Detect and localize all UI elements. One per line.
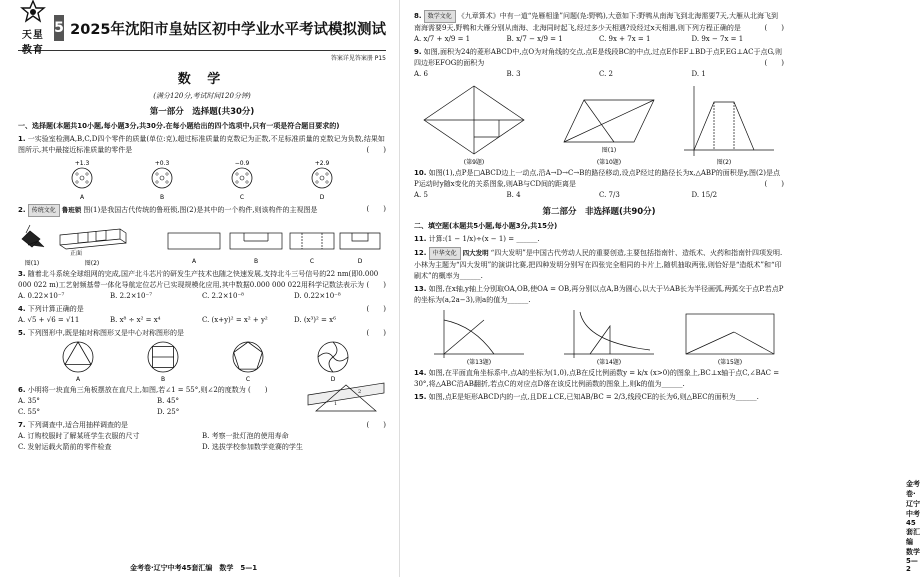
option-c: C. 2.2×10⁻⁸ <box>202 292 244 300</box>
svg-text:(第14题): (第14题) <box>596 359 622 366</box>
svg-text:B: B <box>160 376 166 383</box>
question-2: 2. 传统文化 鲁班锁 图(1)是我国古代传统的鲁班锁,图(2)是其中的一个构件,则该构件的主视图是 ( ) <box>18 204 386 217</box>
category-tag: 传统文化 <box>28 204 60 217</box>
q2-figure <box>18 219 386 267</box>
svg-text:B: B <box>159 194 165 201</box>
svg-text:+0.3: +0.3 <box>154 160 170 167</box>
q10-options <box>414 190 784 201</box>
svg-text:−0.9: −0.9 <box>234 160 250 167</box>
svg-text:A: A <box>191 258 197 265</box>
q13-15-figures <box>414 306 784 366</box>
option-a: A. √5 + √6 = √11 <box>18 316 80 324</box>
option-d: D. 1 <box>691 70 706 78</box>
svg-text:D: D <box>330 376 336 383</box>
exam-number-badge: 5 <box>54 15 64 41</box>
option-c: C. 2 <box>599 70 614 78</box>
q1-figure <box>18 158 386 202</box>
part-one-heading: 第一部分 选择题(共30分) <box>149 107 255 117</box>
option-c: C. 9x + 7x = 1 <box>599 35 651 43</box>
question-14: 14. 如图,在平面直角坐标系中,点A的坐标为(1,0),点B在反比例函数y = k/x (x>0)的图象上,BC⊥x轴于点C,∠BAC = 30°,将△ABC沿AB翻折,若点C的对应点D落在该反比例函数的图象上,则k的值为______. <box>414 369 780 388</box>
option-c: C. 7/3 <box>599 191 620 199</box>
option-b: B. 4 <box>506 191 521 199</box>
option-d: D. 9x − 7x = 1 <box>691 35 744 43</box>
brand-logo <box>18 0 48 56</box>
svg-text:(第13题): (第13题) <box>466 359 492 366</box>
svg-text:(第15题): (第15题) <box>717 359 743 366</box>
symmetry-figures <box>18 339 384 383</box>
option-a: A. 35° <box>18 397 40 405</box>
question-5: 5. 下列图形中,既是轴对称图形又是中心对称图形的是 ( ) <box>18 329 386 337</box>
question-13: 13. 如图,在x轴,y轴上分别取OA,OB,使OA = OB,再分别以点A,B为圆心,以大于½AB长为半径画弧,两弧交于点P.若点P的坐标为(a,2a−3),则a的值为______. <box>414 285 784 304</box>
question-1: 1. 一实验室检测A,B,C,D四个零件的质量(单位:克),超过标准质量的克数记为正数,不足标准质量的克数记为负数,结果如图所示,其中最接近标准质量的零件是 ( ) <box>18 135 386 154</box>
svg-text:(第10题): (第10题) <box>596 159 622 166</box>
section-one-heading: 一、选择题(本题共10小题,每小题3分,共30分.在每小题给出的四个选项中,只有一项是符合题目要求的) <box>18 122 340 130</box>
option-a: A. 0.22×10⁻⁷ <box>18 292 65 300</box>
q9-q10-figures <box>414 80 784 166</box>
q3-options <box>18 291 386 302</box>
brand-name: 天星教育 <box>21 30 44 56</box>
exam-header <box>18 8 386 56</box>
parts-diagram <box>22 158 382 202</box>
svg-text:+2.9: +2.9 <box>314 160 330 167</box>
exam-meta: (满分120分,考试时间120分钟) <box>153 92 251 100</box>
section-two-heading: 二、填空题(本题共5小题,每小题3分,共15分) <box>414 222 558 230</box>
category-tag: 中华文化 <box>429 247 461 260</box>
svg-text:图(2): 图(2) <box>84 260 100 267</box>
svg-text:A: A <box>75 376 81 383</box>
subject-title: 数 学 <box>177 72 227 87</box>
option-b: B. 考察一批灯泡的使用寿命 <box>202 432 289 440</box>
svg-text:(第9题): (第9题) <box>463 159 485 166</box>
q9-options <box>414 69 784 80</box>
svg-text:D: D <box>319 194 325 201</box>
question-12: 12. 中华文化 四大发明 “四大发明”是中国古代劳动人民的重要创造,主要包括指南针、造纸术、火药和指南针四项发明.小林为主题为“四大发明”的演讲比赛,把四种发明分别写在四张完全相同的卡片上,随机抽取两张,则恰好是“造纸术”和“印刷术”的概率为______. <box>414 249 783 280</box>
category-tag: 数学文化 <box>424 10 456 23</box>
exam-title: 2025年沈阳市皇姑区初中学业水平考试模拟测试 <box>70 21 386 38</box>
question-15: 15. 如图,点E是矩形ABCD内的一点,且DE⊥CE,已知AB/BC = 2/3,线段CE的长为6,则△BEC的面积为______. <box>414 393 759 401</box>
answer-reference: 答案详见答案册 P15 <box>330 55 386 62</box>
svg-text:1: 1 <box>334 401 338 407</box>
question-8: 8. 数学文化 《九章算术》中有一道“凫雁相逢”问题(凫:野鸭),大意如下:野鸭从南海飞到北海需要7天,大雁从北海飞到南海需要9天,野鸭和大雁分别从南海、北海同时起飞,经过多少天相遇?设经过x天相遇,则下列方程正确的是 ( ) <box>414 12 784 32</box>
option-c: C. (x+y)² = x² + y² <box>202 316 268 324</box>
option-b: B. 3 <box>506 70 521 78</box>
svg-text:图(2): 图(2) <box>716 159 732 166</box>
coordinate-figures <box>414 306 784 366</box>
geometry-figures <box>414 80 784 166</box>
option-d: D. 15/2 <box>691 191 718 199</box>
right-page <box>400 0 920 577</box>
option-b: B. x/7 − x/9 = 1 <box>506 35 563 43</box>
option-b: B. 45° <box>157 397 180 405</box>
q4-options <box>18 315 386 326</box>
luban-lock-diagram <box>18 219 384 267</box>
question-6: 6. 小明将一块直角三角板摆放在直尺上,如图,若∠1 = 55°,则∠2的度数为 ( ) 1 2 <box>18 385 386 396</box>
option-d: D. (x³)² = x⁶ <box>294 316 336 324</box>
svg-text:C: C <box>309 258 315 265</box>
option-b: B. 2.2×10⁻⁷ <box>110 292 152 300</box>
part-a-label: +1.3 <box>74 160 90 167</box>
star-logo-icon <box>20 0 46 22</box>
q7-options <box>18 431 386 442</box>
option-a: A. 订购校服时了解某班学生衣服的尺寸 <box>18 432 140 440</box>
option-d: D. 25° <box>157 408 180 416</box>
triangle-ruler-diagram <box>306 381 386 417</box>
svg-text:2: 2 <box>358 389 362 395</box>
svg-text:B: B <box>253 258 259 265</box>
option-d: D. 选拔学校参加数学竞赛的学生 <box>202 443 303 451</box>
question-9: 9. 如图,面积为24的菱形ABCD中,点O为对角线的交点,点E是线段BC的中点,过点E作EF⊥BD于点F,EG⊥AC于点G,则四边形EFOG的面积为 ( ) <box>414 48 784 67</box>
question-7: 7. 下列调查中,适合用抽样调查的是 ( ) <box>18 421 386 429</box>
option-a: A. x/7 + x/9 = 1 <box>414 35 471 43</box>
question-11: 11. 计算:(1 − 1/x)÷(x − 1) = ______. <box>414 235 540 243</box>
part-two-heading: 第二部分 非选择题(共90分) <box>542 207 656 217</box>
q7-options-2 <box>18 442 386 453</box>
svg-text:C: C <box>245 376 251 383</box>
svg-text:D: D <box>357 258 363 265</box>
option-d: D. 0.22×10⁻⁸ <box>294 292 341 300</box>
option-b: B. x⁸ ÷ x² = x⁴ <box>110 316 161 324</box>
question-3: 3. 随着北斗系统全球组网的完成,国产北斗芯片的研发生产技术也随之快速发展,支持北斗三号信号的22 nm(即0.000 000 022 m)工艺射频基带一体化导航定位芯片已实现规模化应用,其中数据0.000 000 022用科学记数法表示为 ( ) <box>18 270 386 289</box>
svg-text:图(1): 图(1) <box>24 260 40 267</box>
q5-figure <box>18 339 386 383</box>
question-4: 4. 下列计算正确的是 ( ) <box>18 305 386 313</box>
left-page <box>0 0 400 577</box>
option-c: C. 55° <box>18 408 40 416</box>
svg-text:图(1): 图(1) <box>601 147 617 154</box>
option-c: C. 发射运载火箭前的零件检查 <box>18 443 112 451</box>
svg-text:正面: 正面 <box>69 250 83 257</box>
option-a: A. 6 <box>414 70 428 78</box>
svg-text:A: A <box>79 194 85 201</box>
option-a: A. 5 <box>414 191 428 199</box>
footer-left: 金考卷·辽宁中考45套汇编 数学 5—1 <box>130 564 258 572</box>
q8-options <box>414 34 784 45</box>
svg-text:C: C <box>239 194 245 201</box>
question-10: 10. 如图(1),点P是□ABCD边上一动点,沿A→D→C→B的路径移动,设点P经过的路径长为x,△ABP的面积是y,图(2)是点P运动时y随x变化的关系图象,则AB与CD间的距离是 ( ) <box>414 169 784 188</box>
footer-right: 金考卷·辽宁中考45套汇编 数学 5—2 <box>906 480 920 573</box>
